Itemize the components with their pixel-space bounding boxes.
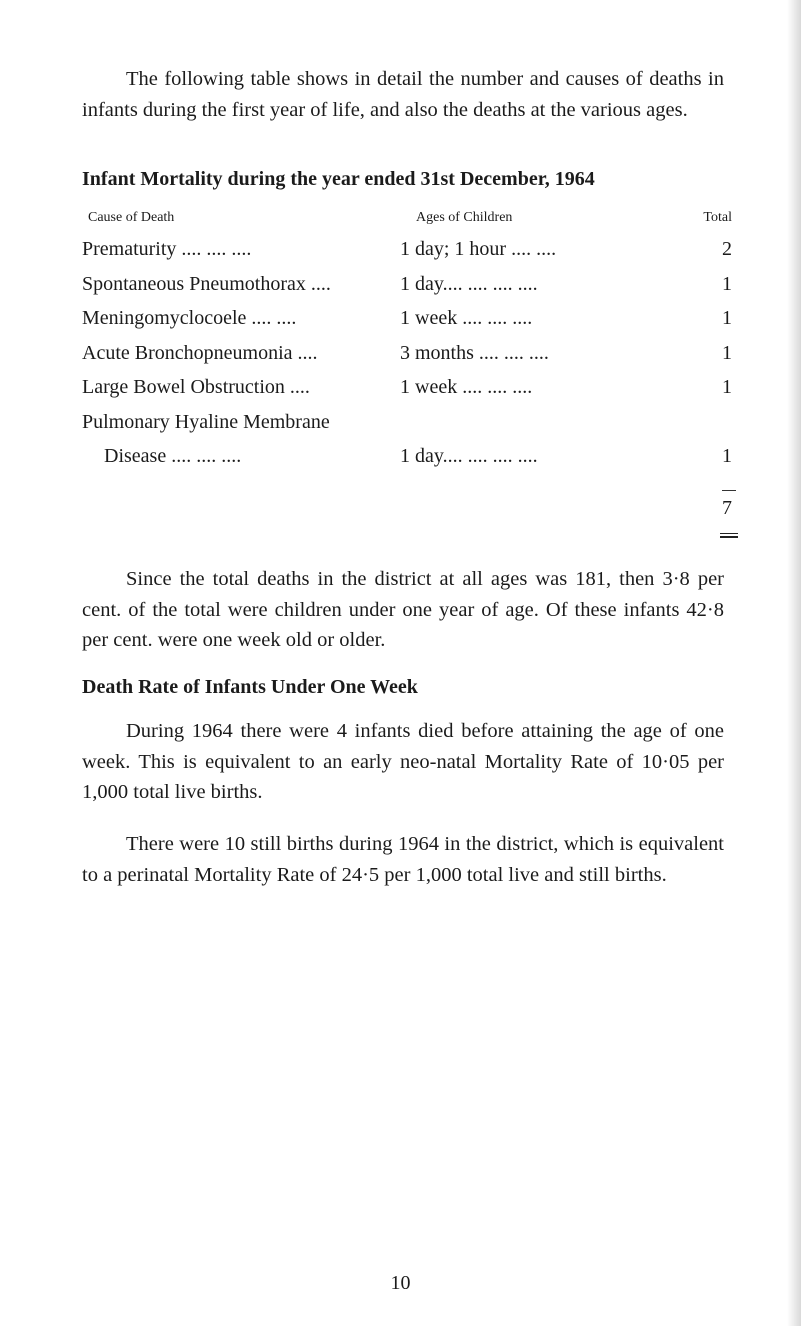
row-cause: Acute Bronchopneumonia .... [82, 341, 318, 364]
row-cause: Disease .... .... .... [104, 445, 242, 467]
page-number: 10 [390, 1272, 411, 1294]
table-row [82, 232, 732, 267]
header-cause: Cause of Death [88, 210, 175, 225]
row-cause: Spontaneous Pneumothorax .... [82, 272, 331, 295]
table-header-row [82, 210, 732, 232]
row-age: 3 months .... .... .... [400, 341, 549, 364]
table-row [82, 405, 732, 440]
row-total: 1 [722, 445, 732, 467]
table-row [82, 439, 732, 474]
row-age: 1 day.... .... .... .... [400, 272, 538, 295]
infant-mortality-table [82, 210, 732, 474]
row-total: 2 [722, 238, 732, 260]
section-heading: Death Rate of Infants Under One Week [82, 676, 418, 698]
page-edge-shadow [787, 0, 801, 1326]
table-row [82, 336, 732, 371]
row-cause: Large Bowel Obstruction .... [82, 376, 310, 398]
row-age: 1 week .... .... .... [400, 376, 533, 398]
summary-paragraph: Since the total deaths in the district at all ages was 181, then 3·8 per cent. of the total were children under one year of age. Of these infants 42·8 per cent. were one week old or older. [82, 568, 724, 651]
table-row [82, 301, 732, 336]
section-paragraph-1: During 1964 there were 4 infants died before attaining the age of one week. This is equivalent to an early neo-natal Mortality Rate of 10·05 per 1,000 total live births. [82, 720, 724, 803]
row-total: 1 [722, 272, 732, 295]
row-cause: Prematurity .... .... .... [82, 238, 252, 260]
intro-paragraph: The following table shows in detail the number and causes of deaths in infants during the first year of life, and also the deaths at the various ages. [82, 68, 724, 121]
total-rule [722, 490, 736, 491]
table-row [82, 370, 732, 405]
row-age: 1 day; 1 hour .... .... [400, 238, 557, 260]
total-double-rule [720, 533, 738, 538]
header-ages: Ages of Children [416, 210, 513, 225]
header-total: Total [703, 210, 732, 225]
row-age: 1 week .... .... .... [400, 307, 533, 329]
grand-total: 7 [722, 497, 732, 519]
row-total: 1 [722, 376, 732, 398]
row-total: 1 [722, 341, 732, 364]
row-cause: Meningomyclocoele .... .... [82, 307, 297, 329]
row-cause: Pulmonary Hyaline Membrane [82, 410, 330, 433]
table-row [82, 267, 732, 302]
row-age: 1 day.... .... .... .... [400, 445, 538, 467]
row-total: 1 [722, 307, 732, 329]
table-title: Infant Mortality during the year ended 31st December, 1964 [82, 168, 595, 190]
section-paragraph-2: There were 10 still births during 1964 in the district, which is equivalent to a perinatal Mortality Rate of 24·5 per 1,000 total live and still births. [82, 833, 724, 886]
